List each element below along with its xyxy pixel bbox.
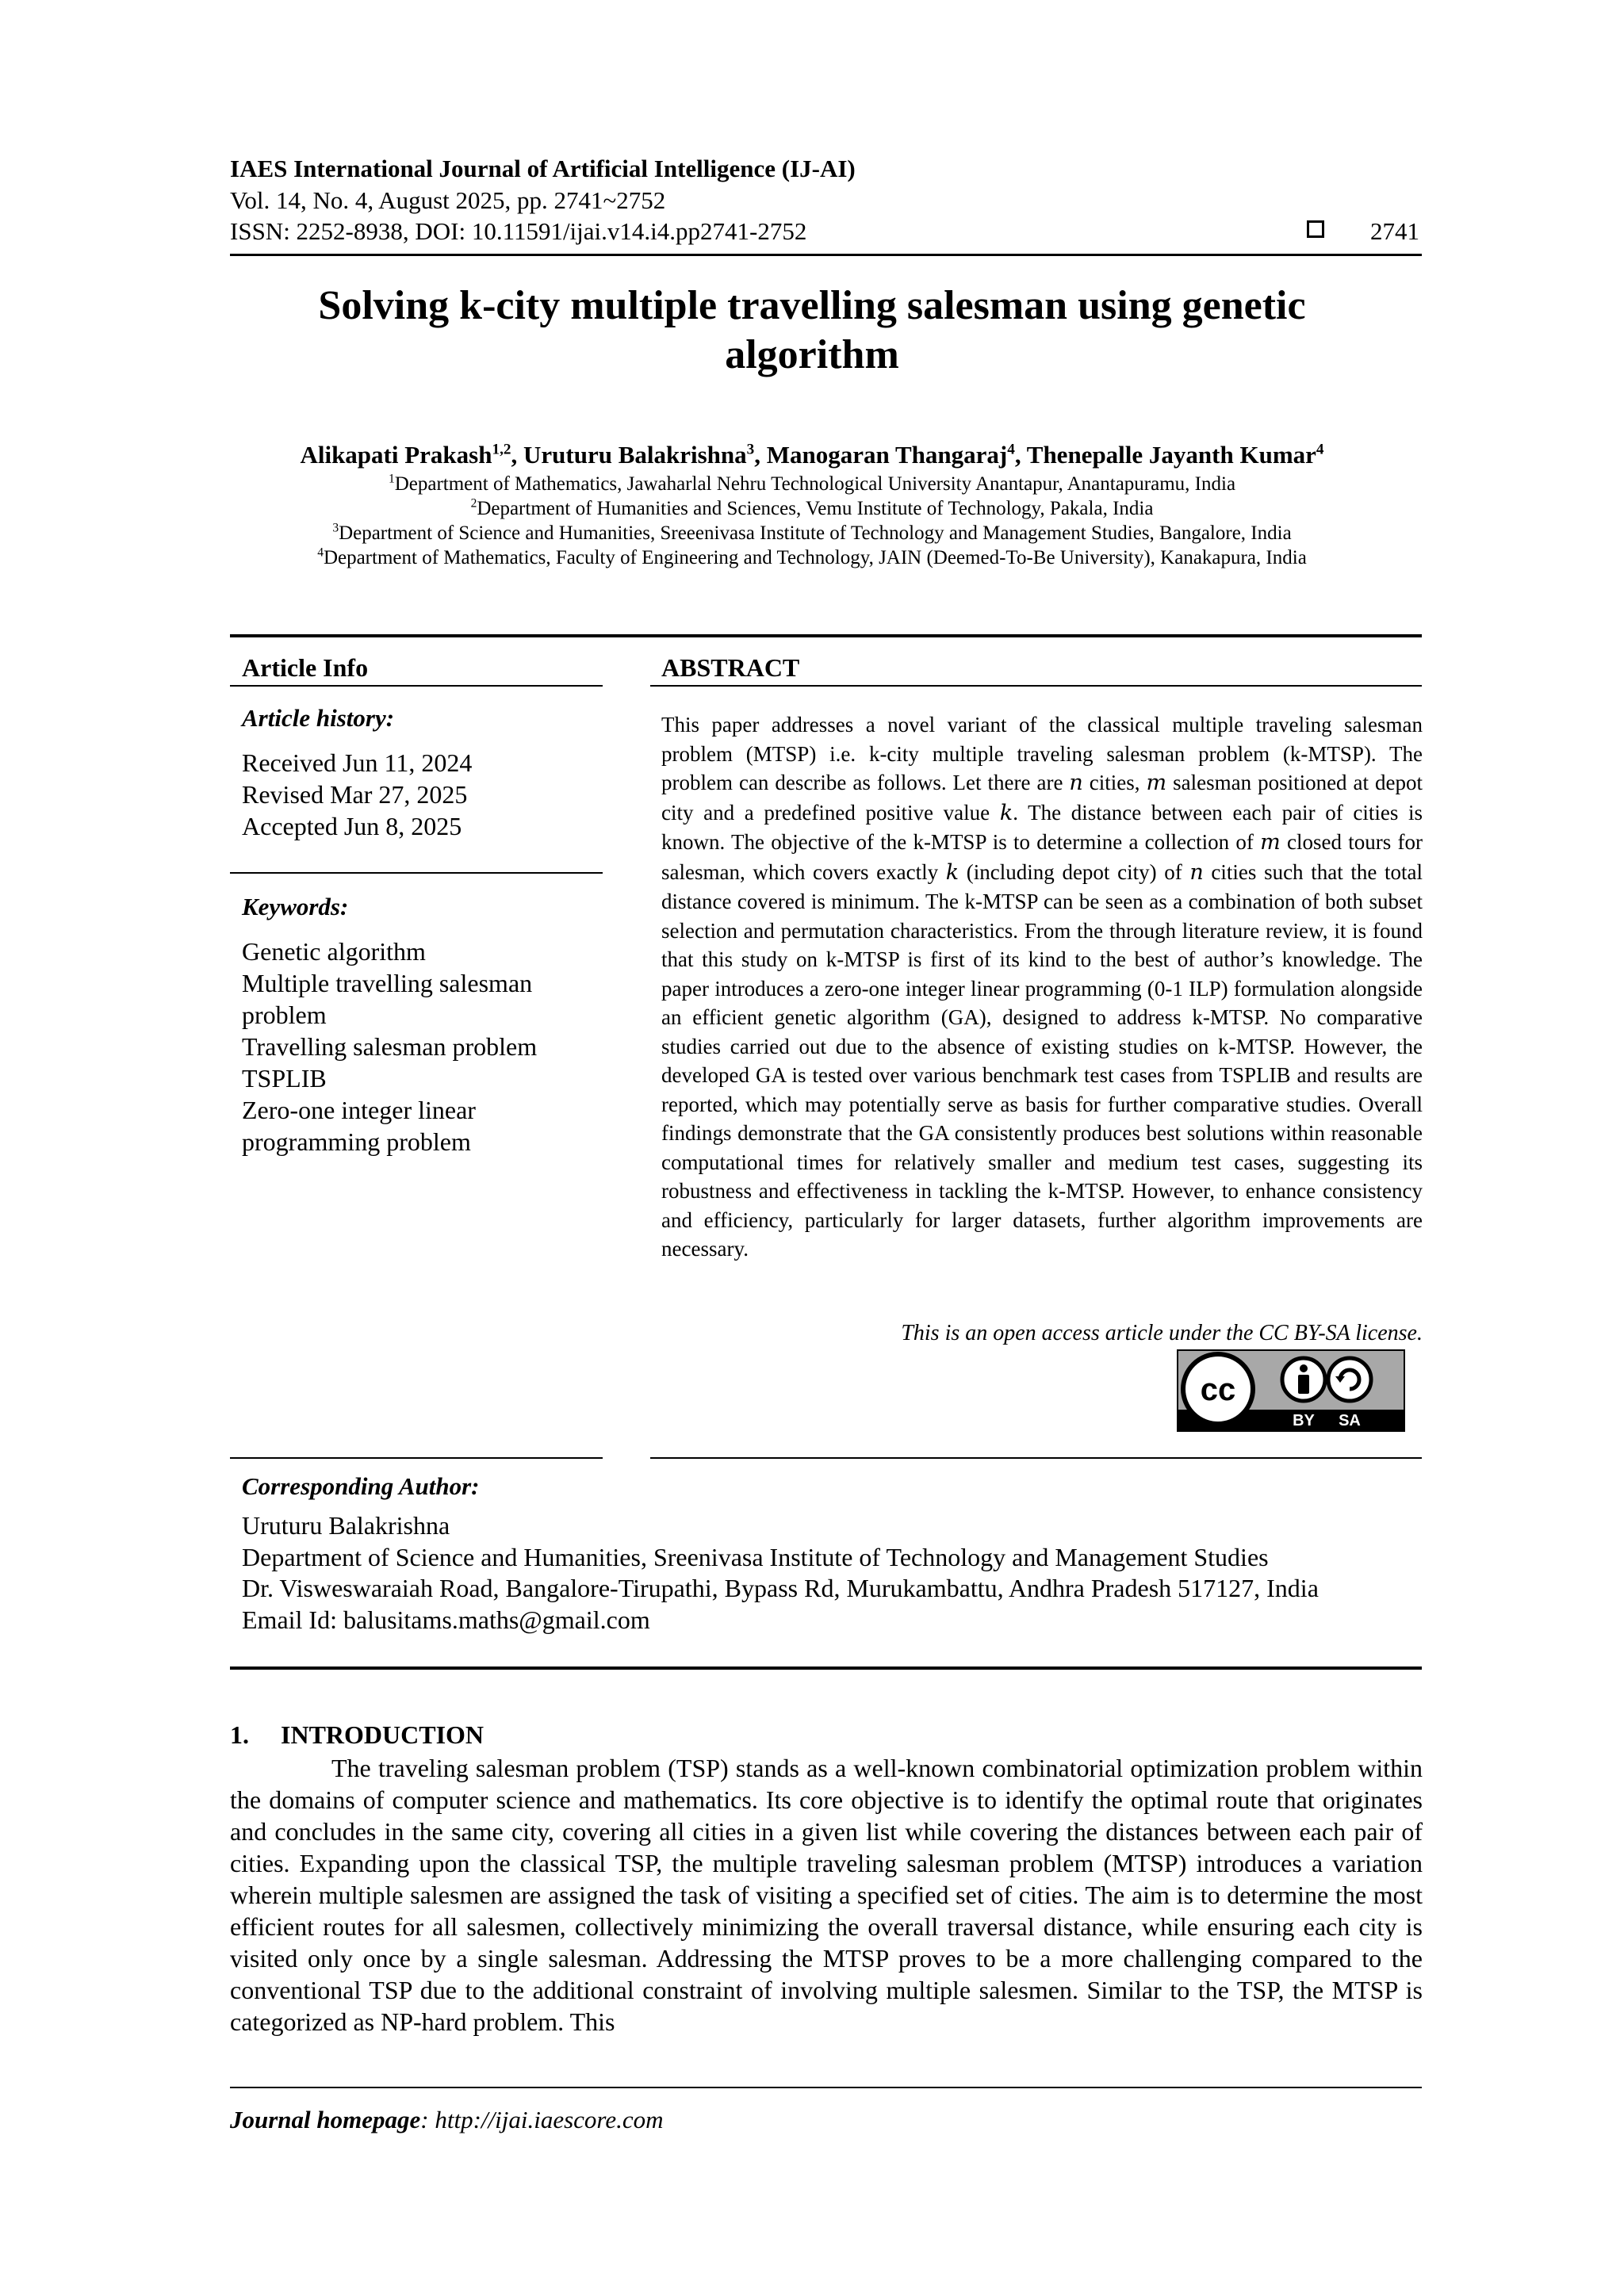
page-number: 2741 xyxy=(1370,217,1419,245)
keyword-line: programming problem xyxy=(242,1127,471,1156)
affiliation xyxy=(0,473,1624,496)
author-sep: , xyxy=(511,441,523,469)
math-n: n xyxy=(1069,771,1083,795)
introduction-heading xyxy=(230,1720,484,1750)
abstract-segment: . The distance between each pair of cities is known. The objective of the k-MTSP is to determine a collection of xyxy=(661,800,1423,854)
author-sup: 4 xyxy=(1316,441,1324,458)
affiliation xyxy=(0,522,1624,545)
abstract-segment: cities, xyxy=(1082,771,1147,794)
author-sup: 3 xyxy=(746,441,755,458)
affiliation-sup: 4 xyxy=(317,545,324,560)
abstract-rule xyxy=(650,685,1422,687)
author-sup: 4 xyxy=(1007,441,1015,458)
right-column-bottom-rule xyxy=(650,1457,1422,1459)
svg-text:cc: cc xyxy=(1200,1372,1236,1407)
header-rule xyxy=(230,254,1422,256)
affiliation-sup: 3 xyxy=(332,521,339,535)
journal-name: IAES International Journal of Artificial Intelligence (IJ-AI) xyxy=(230,155,856,182)
history-item: Received Jun 11, 2024 xyxy=(242,748,473,777)
license-note: This is an open access article under the CC BY-SA license. xyxy=(901,1321,1423,1345)
info-box-top-rule xyxy=(230,634,1422,637)
title-line: algorithm xyxy=(725,332,899,377)
affiliation-sup: 2 xyxy=(470,496,477,511)
title-line: Solving k-city multiple travelling salesman using genetic xyxy=(318,283,1306,328)
abstract-segment: (including depot city) of xyxy=(959,859,1190,884)
corresponding-author-block xyxy=(242,1510,1319,1636)
homepage-url: : http://ijai.iaescore.com xyxy=(420,2106,664,2133)
badge-by-label: BY xyxy=(1293,1412,1315,1429)
left-column-bottom-rule xyxy=(230,1457,603,1459)
abstract-heading: ABSTRACT xyxy=(661,653,800,682)
abstract-text xyxy=(661,710,1423,1264)
issn-doi-line: ISSN: 2252-8938, DOI: 10.11591/ijai.v14.i4.pp2741-2752 xyxy=(230,217,807,245)
keyword-line: Travelling salesman problem xyxy=(242,1032,538,1061)
affiliation-text: Department of Mathematics, Faculty of Engineering and Technology, JAIN (Deemed-To-Be University), Kanakapura, India xyxy=(323,547,1307,568)
history-item: Accepted Jun 8, 2025 xyxy=(242,812,462,840)
abstract-segment: closed tours for salesman, which covers exactly xyxy=(661,830,1423,884)
article-history-heading: Article history: xyxy=(242,704,395,732)
keyword-line: TSPLIB xyxy=(242,1064,327,1093)
math-m: m xyxy=(1146,771,1167,795)
keyword-line: Zero-one integer linear xyxy=(242,1096,476,1124)
journal-homepage xyxy=(230,2106,663,2134)
keyword-line: Multiple travelling salesman xyxy=(242,969,533,997)
math-m: m xyxy=(1260,830,1281,855)
affiliation-text: Department of Mathematics, Jawaharlal Nehru Technological University Anantapur, Anantapuramu, India xyxy=(394,473,1236,495)
introduction-text xyxy=(230,1752,1423,2038)
affiliation-sup: 1 xyxy=(388,472,395,486)
author-name: Uruturu Balakrishna xyxy=(523,441,747,469)
keyword-line: Genetic algorithm xyxy=(242,937,426,966)
history-item: Revised Mar 27, 2025 xyxy=(242,780,468,809)
section-title: INTRODUCTION xyxy=(281,1720,485,1749)
author-sup: 1,2 xyxy=(492,441,511,458)
article-info-heading: Article Info xyxy=(242,653,369,682)
corresponding-author-heading: Corresponding Author: xyxy=(242,1472,480,1500)
article-info-rule xyxy=(230,685,603,687)
introduction-paragraph: The traveling salesman problem (TSP) stands as a well-known combinatorial optimization problem within the domains of computer science and mathematics. Its core objective is to identify the optimal route that originates and concludes in the same city, covering all cities in a given list while covering the distances between each pair of cities. Expanding upon the classical TSP, the multiple traveling salesman problem (MTSP) introduces a variation wherein multiple salesmen are assigned the task of visiting a specified set of cities. The aim is to determine the most efficient routes for all salesmen, collectively minimizing the overall traversal distance, while ensuring each city is visited only once by a single salesman. Addressing the MTSP proves to be a more challenging compared to the conventional TSP due to the additional constraint of involving multiple salesmen. Similar to the TSP, the MTSP is categorized as NP-hard problem. This xyxy=(230,1754,1423,2036)
abstract-segment: salesman positioned at depot city and a predefined positive value xyxy=(661,771,1423,825)
author-sep: , xyxy=(754,441,767,469)
affiliation xyxy=(0,498,1624,520)
math-k: k xyxy=(999,800,1013,825)
abstract-segment: This paper addresses a novel variant of the classical multiple traveling salesman problem (MTSP) i.e. k-city multiple traveling salesman problem (k-MTSP). The problem can describe as follows. Let there are xyxy=(661,713,1423,794)
affiliation xyxy=(0,547,1624,569)
keyword-line: problem xyxy=(242,1001,327,1029)
author-name: Manogaran Thangaraj xyxy=(766,441,1008,469)
section-number: 1. xyxy=(230,1720,249,1749)
keywords-heading: Keywords: xyxy=(242,893,349,920)
affiliation-text: Department of Humanities and Sciences, Vemu Institute of Technology, Pakala, India xyxy=(477,498,1154,519)
author-name: Alikapati Prakash xyxy=(300,441,492,469)
volume-line: Vol. 14, No. 4, August 2025, pp. 2741~2752 xyxy=(230,186,666,214)
keywords-rule xyxy=(230,872,603,874)
cc-by-sa-badge-icon xyxy=(1177,1349,1405,1432)
corresponding-line: Uruturu Balakrishna xyxy=(242,1511,450,1540)
abstract-segment: cities such that the total distance covered is minimum. The k-MTSP can be seen as a combination of both subset selection and permutation characteristics. From the through literature review, it is found that this study on k-MTSP is first of its kind to the best of author’s knowledge. The paper introduces a zero-one integer linear programming (0-1 ILP) formulation alongside an efficient genetic algorithm (GA), designed to address k-MTSP. No comparative studies carried out due to the absence of existing studies on k-MTSP. However, the developed GA is tested over various benchmark test cases from TSPLIB and results are reported, which may potentially serve as basis for further comparative studies. Overall findings demonstrate that the GA consistently produces best solutions within reasonable computational times for relatively smaller and medium test cases, suggesting its robustness and effectiveness in tackling the k-MTSP. However, to enhance consistency and efficiency, particularly for larger datasets, further algorithm improvements are necessary. xyxy=(661,859,1423,1261)
corresponding-line: Dr. Visweswaraiah Road, Bangalore-Tirupathi, Bypass Rd, Murukambattu, Andhra Pradesh 517127, India xyxy=(242,1574,1319,1602)
checkbox-icon xyxy=(1307,220,1324,238)
footer-rule xyxy=(230,2087,1422,2088)
homepage-label: Journal homepage xyxy=(230,2106,421,2133)
info-box-bottom-rule xyxy=(230,1667,1422,1670)
affiliation-text: Department of Science and Humanities, Sreeenivasa Institute of Technology and Management Studies, Bangalore, India xyxy=(339,522,1292,544)
math-k: k xyxy=(945,859,959,885)
math-n: n xyxy=(1189,859,1204,885)
corresponding-line: Department of Science and Humanities, Sreenivasa Institute of Technology and Management Studies xyxy=(242,1542,1269,1571)
corresponding-line: Email Id: balusitams.maths@gmail.com xyxy=(242,1605,650,1634)
badge-sa-label: SA xyxy=(1339,1412,1361,1429)
paper-title xyxy=(0,281,1624,380)
author-list xyxy=(0,441,1624,469)
author-sep: , xyxy=(1014,441,1027,469)
author-name: Thenepalle Jayanth Kumar xyxy=(1026,441,1316,469)
